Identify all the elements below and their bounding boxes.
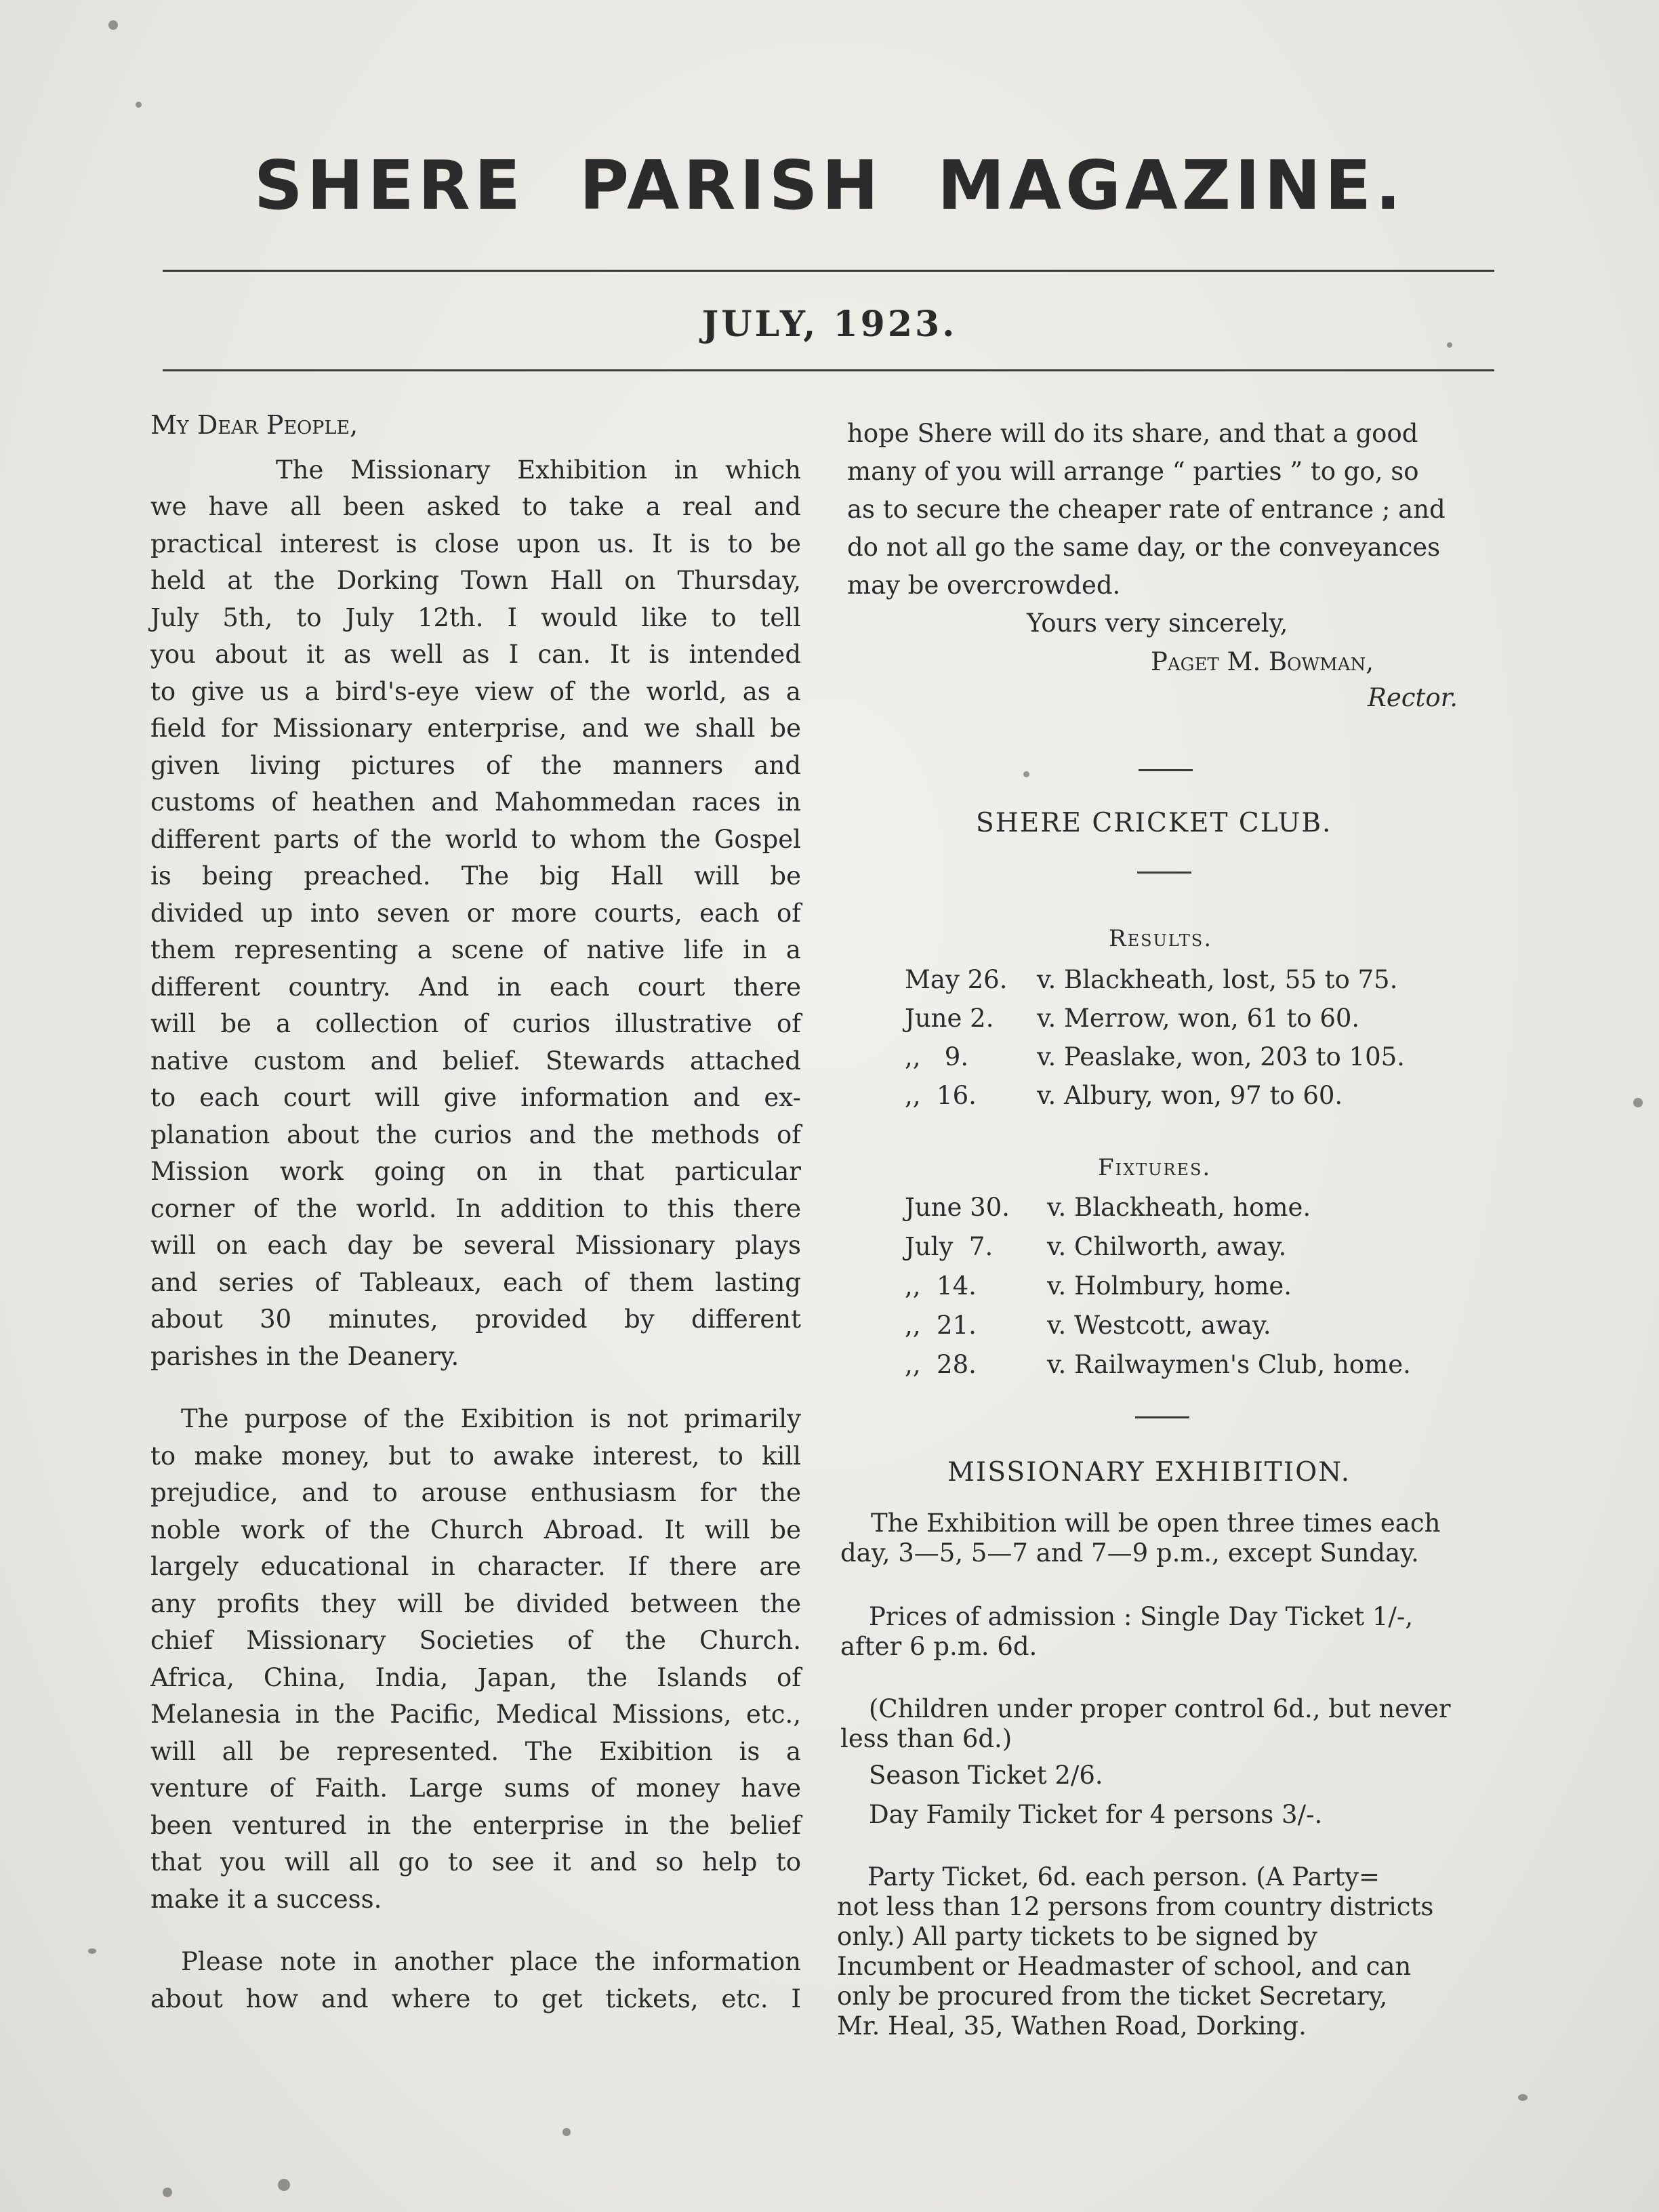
text-line: only.) All party tickets to be signed by (837, 1922, 1317, 1951)
match-detail: v. Blackheath, home. (1047, 1193, 1311, 1222)
cricket-heading: SHERE CRICKET CLUB. (976, 808, 1332, 838)
match-detail: v. Chilworth, away. (1047, 1232, 1287, 1261)
letter-left-column (150, 407, 801, 2018)
top-rule (163, 270, 1494, 272)
text-line: planation about the curios and the methods of (150, 1120, 801, 1149)
text-line: parishes in the Deanery. (150, 1341, 459, 1371)
date-rule (163, 369, 1494, 371)
text-line: that you will all go to see it and so help to (150, 1847, 801, 1877)
text-line: (Children under proper control 6d., but never (869, 1694, 1451, 1723)
text-line: Mission work going on in that particular (150, 1157, 801, 1186)
text-line: to give us a bird's-eye view of the world, as a (150, 676, 801, 706)
text-line: Africa, China, India, Japan, the Islands of (150, 1662, 801, 1692)
text-line: The Missionary Exhibition in which (276, 455, 801, 485)
text-line: make it a success. (150, 1884, 382, 1914)
text-line: July 5th, to July 12th. I would like to tell (150, 602, 801, 632)
text-line: The purpose of the Exibition is not primarily (181, 1404, 801, 1433)
match-date: June 2. (905, 1004, 994, 1033)
text-line: is being preached. The big Hall will be (150, 861, 801, 890)
match-detail: v. Blackheath, lost, 55 to 75. (1037, 965, 1398, 994)
text-line: different country. And in each court there (150, 972, 801, 1002)
fixtures-heading: Fixtures. (1098, 1154, 1212, 1181)
text-line: to each court will give information and ex- (150, 1083, 801, 1112)
divider-1 (1139, 769, 1193, 771)
match-date: ,, 16. (905, 1081, 977, 1110)
exhibition-heading: MISSIONARY EXHIBITION. (947, 1457, 1351, 1488)
results-heading: Results. (1109, 925, 1213, 952)
text-line: will be a collection of curios illustrative of (150, 1009, 801, 1038)
divider-3 (1135, 1416, 1189, 1418)
match-detail: v. Albury, won, 97 to 60. (1037, 1081, 1343, 1110)
text-line: will on each day be several Missionary plays (150, 1231, 801, 1260)
match-date: ,, 14. (905, 1271, 977, 1300)
letter-signature: Paget M. Bowman, (1151, 647, 1374, 676)
text-line: Incumbent or Headmaster of school, and can (837, 1952, 1412, 1981)
text-line: Melanesia in the Pacific, Medical Missions, etc., (150, 1700, 801, 1729)
text-line: after 6 p.m. 6d. (840, 1632, 1038, 1661)
text-line: noble work of the Church Abroad. It will be (150, 1515, 801, 1544)
text-line: only be procured from the ticket Secretary, (837, 1982, 1388, 2011)
match-detail: v. Peaslake, won, 203 to 105. (1037, 1042, 1405, 1071)
print-speck (136, 102, 142, 108)
text-line: and series of Tableaux, each of them lasting (150, 1267, 801, 1297)
exhibition-party-ticket (837, 1862, 1433, 2041)
exhibition-children-note (840, 1694, 1451, 1754)
text-line: many of you will arrange “ parties ” to go, so (847, 457, 1419, 486)
text-line: to make money, but to awake interest, to kill (150, 1441, 801, 1471)
letter-right-column (847, 415, 1498, 605)
letter-paragraph-2 (150, 1401, 801, 1918)
exhibition-family-ticket: Day Family Ticket for 4 persons 3/-. (869, 1800, 1323, 1829)
text-line: different parts of the world to whom the Gospel (150, 824, 801, 854)
print-speck (1633, 1098, 1643, 1107)
match-date: June 30. (905, 1193, 1010, 1222)
match-detail: v. Holmbury, home. (1047, 1271, 1292, 1300)
text-line: prejudice, and to arouse enthusiasm for the (150, 1478, 801, 1507)
text-line: native custom and belief. Stewards attached (150, 1046, 801, 1076)
print-speck (163, 2188, 172, 2197)
text-line: practical interest is close upon us. It is to be (150, 529, 801, 558)
text-line: The Exhibition will be open three times each (871, 1509, 1441, 1538)
match-date: July 7. (905, 1232, 994, 1261)
text-line: held at the Dorking Town Hall on Thursday, (150, 566, 801, 595)
print-speck (1023, 771, 1029, 777)
letter-rector-title: Rector. (1368, 683, 1458, 712)
print-speck (562, 2128, 571, 2136)
text-line: them representing a scene of native life in a (150, 935, 801, 964)
text-line: field for Missionary enterprise, and we shall be (150, 714, 801, 743)
letter-paragraph-3 (150, 1944, 801, 2018)
text-line: do not all go the same day, or the conveyances (847, 533, 1441, 562)
masthead-title: SHERE PARISH MAGAZINE. (253, 146, 1406, 225)
text-line: Prices of admission : Single Day Ticket 1/-, (869, 1602, 1414, 1631)
match-detail: v. Merrow, won, 61 to 60. (1037, 1004, 1360, 1033)
match-date: ,, 9. (905, 1042, 969, 1071)
print-speck (1518, 2094, 1528, 2101)
text-line: Party Ticket, 6d. each person. (A Party= (867, 1862, 1380, 1891)
letter-closing: Yours very sincerely, (1027, 609, 1288, 638)
exhibition-season-ticket: Season Ticket 2/6. (869, 1761, 1103, 1790)
print-speck (108, 20, 118, 30)
match-date: ,, 21. (905, 1311, 977, 1340)
text-line: may be overcrowded. (847, 571, 1121, 600)
text-line: not less than 12 persons from country districts (837, 1892, 1434, 1921)
text-line: corner of the world. In addition to this there (150, 1193, 801, 1223)
issue-date: JULY, 1923. (701, 304, 958, 345)
print-speck (1447, 342, 1452, 348)
exhibition-opening-times (840, 1509, 1440, 1568)
print-speck (88, 1948, 96, 1954)
text-line: will all be represented. The Exibition is a (150, 1736, 801, 1766)
text-line: you about it as well as I can. It is intended (150, 640, 801, 669)
text-line: about how and where to get tickets, etc. I (150, 1984, 801, 2013)
match-detail: v. Westcott, away. (1047, 1311, 1271, 1340)
text-line: about 30 minutes, provided by different (150, 1305, 801, 1334)
text-line: chief Missionary Societies of the Church. (150, 1626, 801, 1655)
exhibition-prices (840, 1602, 1413, 1662)
text-line: we have all been asked to take a real and (150, 492, 801, 521)
text-line: less than 6d.) (840, 1724, 1012, 1753)
text-line: as to secure the cheaper rate of entrance ; and (847, 495, 1446, 524)
text-line: day, 3—5, 5—7 and 7—9 p.m., except Sunday. (840, 1538, 1419, 1568)
divider-2 (1137, 872, 1191, 874)
text-line: been ventured in the enterprise in the belief (150, 1810, 801, 1840)
text-line: given living pictures of the manners and (150, 750, 801, 780)
letter-salutation: My Dear People, (150, 410, 359, 440)
text-line: any profits they will be divided between the (150, 1589, 801, 1618)
text-line: largely educational in character. If there are (150, 1552, 801, 1581)
text-line: divided up into seven or more courts, each of (150, 898, 801, 928)
letter-paragraph-1 (150, 452, 801, 1376)
text-line: Mr. Heal, 35, Wathen Road, Dorking. (837, 2011, 1307, 2041)
text-line: venture of Faith. Large sums of money have (150, 1774, 801, 1803)
match-date: ,, 28. (905, 1350, 977, 1379)
match-date: May 26. (905, 965, 1008, 994)
text-line: Please note in another place the information (181, 1947, 801, 1976)
text-line: hope Shere will do its share, and that a good (847, 419, 1418, 448)
match-detail: v. Railwaymen's Club, home. (1047, 1350, 1411, 1379)
text-line: customs of heathen and Mahommedan races in (150, 787, 801, 817)
print-speck (278, 2179, 290, 2191)
